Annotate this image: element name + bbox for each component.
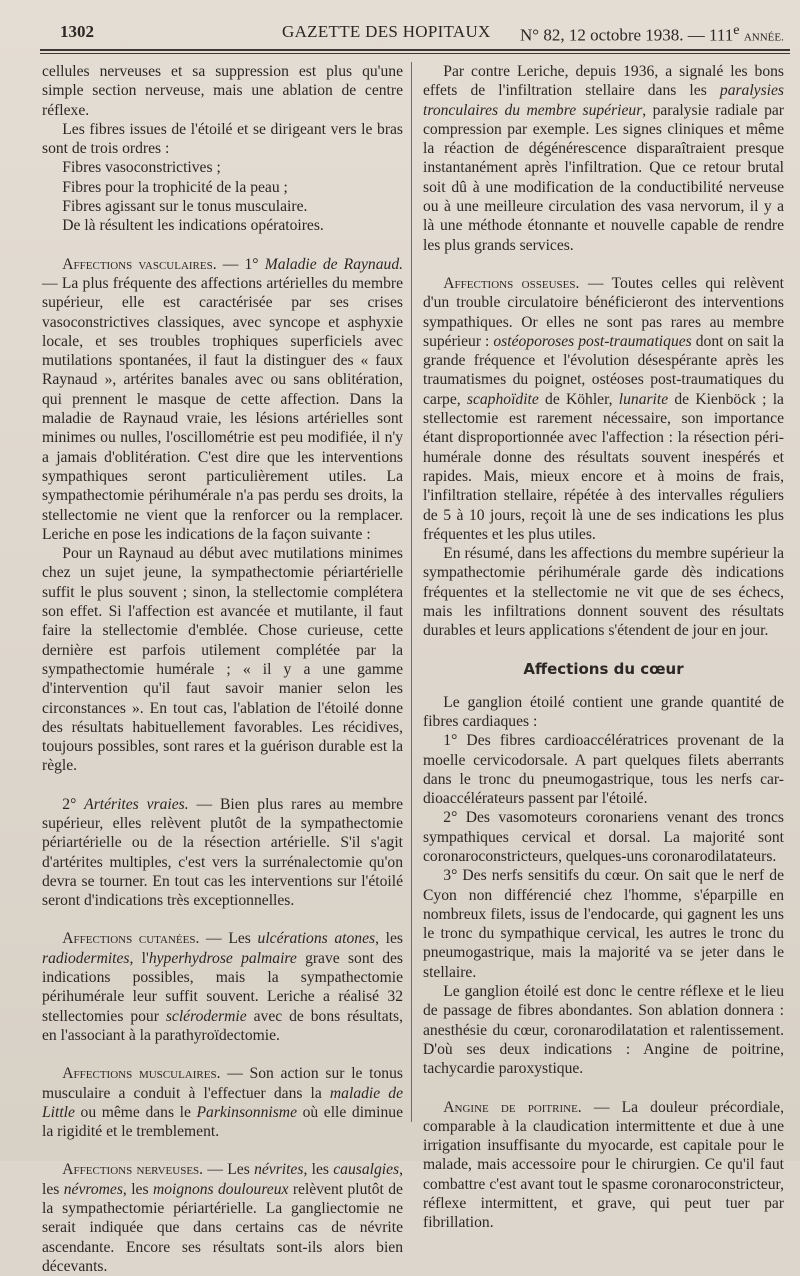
text-run: 2° xyxy=(62,795,85,813)
paragraph: Le ganglion étoilé contient une grande quantité de fibres cardiaques : xyxy=(423,693,784,730)
text-run: Par contre Leriche, depuis 1936, a signalé les bons effets de l'infiltration stellaire dans les xyxy=(423,63,784,100)
text-run: où elle diminue la rigidité et le tremblement. xyxy=(42,1103,404,1141)
paragraph: Pour un Raynaud au début avec mutilations minimes chez un sujet jeune, la sympathectomie périartérielle suffit le plus souvent ; sinon, la stellectomie complétera son effet. Si l'affection est avancée et mutilante, il faut faire la stellectomie d'emblée. Chose curieuse, cette dernière est parfois utilement complétée par la sympathectomie humérale ; « il y a une gamme d'intervention qu'il faut savoir manier selon les circonstances ». En tout cas, l'ablation de l'étoilé donne des résultats habituellement favorables. Les récidives, toujours possibles, sont rares et la guérison durable est la règle. xyxy=(42,545,403,775)
paragraph: De là résultent les indications opératoires. xyxy=(62,217,324,235)
section-heading: Affections vasculaires. xyxy=(62,255,217,273)
list-item: Fibres vasoconstrictives ; xyxy=(62,159,221,177)
text-run: relèvent plutôt de la sympathectomie périartérielle. La gangliectomie ne serait indiquée que dans certains cas de névrite ascendante. Encore ses résultats sont-ils alors bien décevants. xyxy=(42,1180,403,1275)
paragraph: Le ganglion étoilé est donc le centre réflexe et le lieu de passage de fibres abondantes. Son ablation donnera : anesthésie du cœur, coronarodilatation et ralentissement. D'où ses deux indications : Angine de poitrine, tachycardie paroxystique. xyxy=(423,983,784,1078)
emphasis: maladie de Little xyxy=(42,1084,403,1121)
paragraph: En résumé, dans les affections du membre supérieur la sympathectomie périhumérale garde dès indications fréquentes et la stellectomie ne vit que de ses échecs, mais les infiltrations donnent souvent des résultats durables et leurs applications s'étendent de jour en jour. xyxy=(423,545,784,640)
paragraph: cellules nerveuses et sa suppression est plus qu'une simple section nerveuse, mais une ablation de centre réflexe. xyxy=(42,63,403,119)
text-run: — La plus fréquente des affections artérielles du membre supérieur, elle est caractérisée par ses crises vasoconstrictives classiques, avec syncope et asphyxie locale, et ses troubles trophiques superficiels avec mutilations spontanées, il faut la distinguer des « faux Raynaud », artérites banales avec ou sans oblitération, qui prennent le masque de cette affection. Dans la maladie de Raynaud vraie, les lésions artérielles sont minimes ou nulles, l'oscillométrie est peu modifiée, il n'y a jamais d'oblitération. C'est dire que les interventions sympathiques seront particulièrement utiles. La sympathectomie périhumérale n'a pas perdu ses droits, la stellectomie ne vient que la renforcer ou la remplacer. Leriche en pose les indications de la façon suivante : xyxy=(42,274,403,543)
emphasis: névrites xyxy=(254,1161,304,1179)
text-run: — La douleur précordiale, comparable à la claudication intermittente et due à une irrigation insuffisante du myocarde, est capitale pour le malade, mais accessoire pour le chirurgien. Ce qu'il faut combattre c'est avant tout le spasme coronaroconstricteur, réflexe intermittent, et grave, qui peut tuer par fibrillation. xyxy=(423,1098,784,1232)
header-rule xyxy=(40,49,790,51)
emphasis: scaphoïdite xyxy=(466,390,539,408)
text-run: — Bien plus rares au membre supérieur, elles relèvent plutôt de la sympathectomie périartérielle ou de la résection artérielle. S'il s'agit d'artérites multiples, c'est vers la surrénalectomie qu'on devra se tourner. En tout cas les interventions sur l'étoilé seront d'indications très exceptionnelles. xyxy=(42,795,403,910)
issue-sup: e xyxy=(733,22,740,38)
text-run: , paralysie radiale par compression par exemple. Les signes cliniques et même la réaction de dégénérescence disparaîtraient presque instantanément après l'infiltration. Que ce retour brutal soit dû à une modification de la conductibilité nerveuse ou à une meilleure circulation des vasa nervorum, il y a là une méthode étonnante et nouvelle capable de rendre les plus grands services. xyxy=(423,101,784,254)
text-run: — Les xyxy=(203,1161,255,1179)
paragraph: 1° Des fibres cardioaccélératrices provenant de la moelle cervicodorsale. A part quelques filets aberrants dans le tronc du pneumogastrique, tous les nerfs car-dioaccélérateurs passent par l'étoilé. xyxy=(423,732,784,808)
emphasis: moignons douloureux xyxy=(152,1180,289,1198)
list-item: Fibres agissant sur le tonus musculaire. xyxy=(62,198,308,216)
paragraph-cutanees xyxy=(42,929,403,1045)
text-run: , les xyxy=(375,930,403,948)
text-run: , les xyxy=(303,1161,334,1179)
text-run: dont on sait la grande fréquence et l'évolution désespérante après les traumatismes du poignet, ostéoses post-traumatiques du carpe, xyxy=(423,332,784,408)
subheading: Maladie de Raynaud. xyxy=(264,255,404,273)
text-run: — Son action sur le tonus musculaire a conduit à l'effectuer dans la xyxy=(42,1065,403,1102)
page-header xyxy=(24,22,790,48)
subheading: Artérites vraies. xyxy=(84,795,189,813)
text-run: grave sont des indications possibles, mais la sympathectomie périhumérale leur suffit souvent. Leriche a réalisé 32 stellectomies pour xyxy=(42,949,403,1025)
emphasis: paralysies tronculaires du membre supérieur xyxy=(423,82,784,119)
paragraph-osseuses xyxy=(423,274,784,544)
journal-title: GAZETTE DES HOPITAUX xyxy=(282,22,491,41)
emphasis: sclérodermie xyxy=(165,1007,247,1025)
emphasis: hyperhydrose palmaire xyxy=(148,949,297,967)
left-column xyxy=(42,62,403,1276)
paragraph-vascular xyxy=(42,255,403,544)
section-heading: Affections cutanées. xyxy=(62,930,200,948)
issue-year-label: ANNÉE. xyxy=(743,31,784,44)
page-number: 1302 xyxy=(60,22,94,41)
text-run: ou même dans le xyxy=(74,1103,197,1121)
paragraph-arterites xyxy=(42,795,403,911)
text-run: de Köhler, xyxy=(538,390,619,408)
text-run: — 1° xyxy=(216,255,265,273)
paragraph: 2° Des vasomoteurs coronariens venant des troncs sympathiques cervical et dorsal. La majorité sont coronaroconstricteurs, quelques-uns coronarodilatateurs. xyxy=(423,809,784,865)
paragraph-musculaires xyxy=(42,1064,403,1141)
issue-date: N° 82, 12 octobre 1938. — 111 xyxy=(520,25,734,45)
text-run: , l' xyxy=(129,949,149,967)
list-item: Fibres pour la trophicité de la peau ; xyxy=(62,178,288,196)
emphasis: causalgies xyxy=(333,1161,400,1179)
section-heading: Angine de poitrine. xyxy=(443,1098,582,1116)
section-title: Affections du cœur xyxy=(523,659,684,678)
text-run: , les xyxy=(42,1161,403,1198)
header-rule-thin xyxy=(40,53,790,54)
text-run: — Toutes celles qui relèvent d'un trouble circulatoire bénéficieront des interventions sympathiques. Or elles ne sont pas rares au membre supérieur : xyxy=(423,274,784,350)
paragraph-angine xyxy=(423,1098,784,1233)
text-run: , les xyxy=(122,1180,153,1198)
emphasis: radiodermites xyxy=(42,949,130,967)
paragraph-leriche xyxy=(423,62,784,255)
paragraph: Les fibres issues de l'étoilé et se dirigeant vers le bras sont de trois ordres : xyxy=(42,120,403,158)
emphasis: Parkinsonnisme xyxy=(196,1103,297,1121)
issue-info xyxy=(520,22,784,46)
column-divider xyxy=(411,62,412,1122)
section-heading: Affections nerveuses. xyxy=(62,1161,204,1179)
section-heading: Affections musculaires. xyxy=(62,1065,221,1083)
text-run: avec de bons résultats, en l'associant à la parathyroïdectomie. xyxy=(42,1007,403,1044)
emphasis: ulcérations atones xyxy=(257,930,376,948)
text-run: de Kienböck ; la stellectomie est rarement nécessaire, son importance étant disproportionnée avec l'affection : la résection péri-humérale donne des résultats souvent inespérés et rapides. Mais, mieux encore et à moins de frais, l'infiltration stellaire, répétée à des intervalles réguliers de 5 à 10 jours, reçoit là une de ses indications les plus fréquentes et les plus utiles. xyxy=(423,390,784,543)
text-run: — Les xyxy=(199,930,258,948)
emphasis: lunarite xyxy=(618,390,669,408)
emphasis: ostéoporoses post-traumatiques xyxy=(493,332,692,350)
section-heading: Affections osseuses. xyxy=(443,274,580,292)
emphasis: névromes xyxy=(63,1180,123,1198)
paragraph: 3° Des nerfs sensitifs du cœur. On sait que le nerf de Cyon non différencié chez l'homme, s'éparpille en nombreux filets, issus de l'endocarde, qui gagnent les uns le tronc du sympathique cervical, les autres le tronc du pneumogastrique, mais la majorité va se jeter dans le stellaire. xyxy=(423,867,784,981)
paragraph-nerveuses xyxy=(42,1160,403,1276)
right-column xyxy=(423,62,784,1233)
